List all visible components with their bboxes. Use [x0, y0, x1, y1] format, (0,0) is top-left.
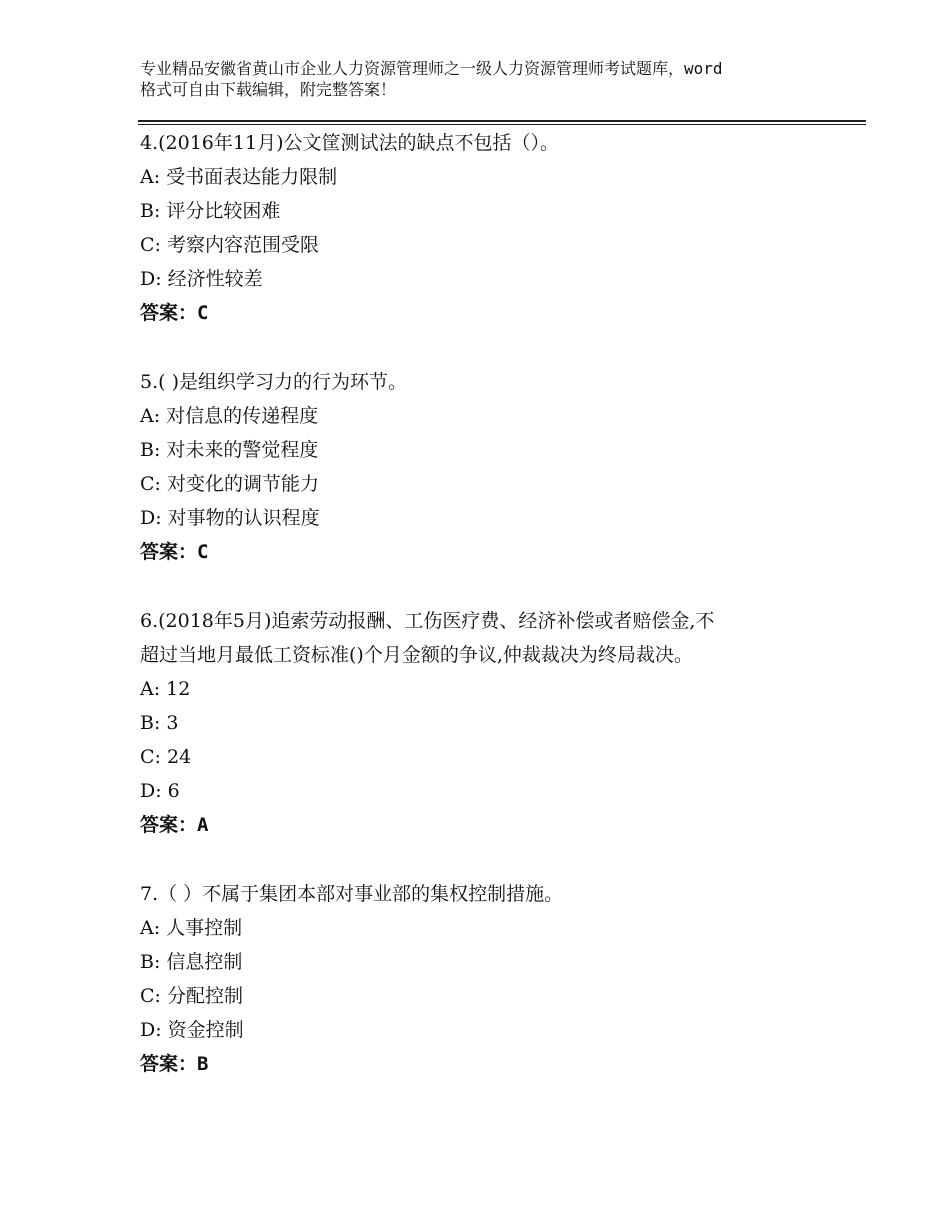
question-6	[140, 604, 840, 842]
question-7	[140, 877, 840, 1081]
question-stem: 6.(2018年5月)追索劳动报酬、工伤医疗费、经济补偿或者赔偿金,不	[140, 610, 715, 632]
option-d: D: 对事物的认识程度	[140, 507, 320, 529]
option-b: B: 3	[140, 712, 179, 734]
option-d: D: 经济性较差	[140, 268, 263, 290]
document-header	[140, 58, 820, 100]
option-b: B: 对未来的警觉程度	[140, 439, 319, 461]
answer: 答案：A	[140, 814, 209, 836]
option-c: C: 考察内容范围受限	[140, 234, 319, 256]
header-line-2: 格式可自由下载编辑，附完整答案！	[140, 80, 397, 99]
option-a: A: 12	[140, 678, 191, 700]
question-stem: 7.（ ）不属于集团本部对事业部的集权控制措施。	[140, 883, 564, 905]
option-b: B: 评分比较困难	[140, 200, 281, 222]
answer: 答案：C	[140, 302, 209, 324]
header-line-1: 专业精品安徽省黄山市企业人力资源管理师之一级人力资源管理师考试题库，word	[140, 59, 723, 78]
question-5	[140, 365, 840, 569]
answer: 答案：C	[140, 541, 209, 563]
question-stem-continued: 超过当地月最低工资标准()个月金额的争议,仲裁裁决为终局裁决。	[140, 644, 693, 666]
option-d: D: 6	[140, 780, 180, 802]
option-d: D: 资金控制	[140, 1019, 244, 1041]
option-a: A: 人事控制	[140, 917, 243, 939]
option-c: C: 24	[140, 746, 192, 768]
answer: 答案：B	[140, 1053, 209, 1075]
header-divider	[138, 120, 866, 125]
option-a: A: 受书面表达能力限制	[140, 166, 338, 188]
question-stem: 5.( )是组织学习力的行为环节。	[140, 371, 407, 393]
option-c: C: 对变化的调节能力	[140, 473, 319, 495]
question-stem: 4.(2016年11月)公文筐测试法的缺点不包括（）。	[140, 132, 559, 154]
question-4	[140, 126, 840, 330]
option-b: B: 信息控制	[140, 951, 243, 973]
option-c: C: 分配控制	[140, 985, 243, 1007]
option-a: A: 对信息的传递程度	[140, 405, 319, 427]
